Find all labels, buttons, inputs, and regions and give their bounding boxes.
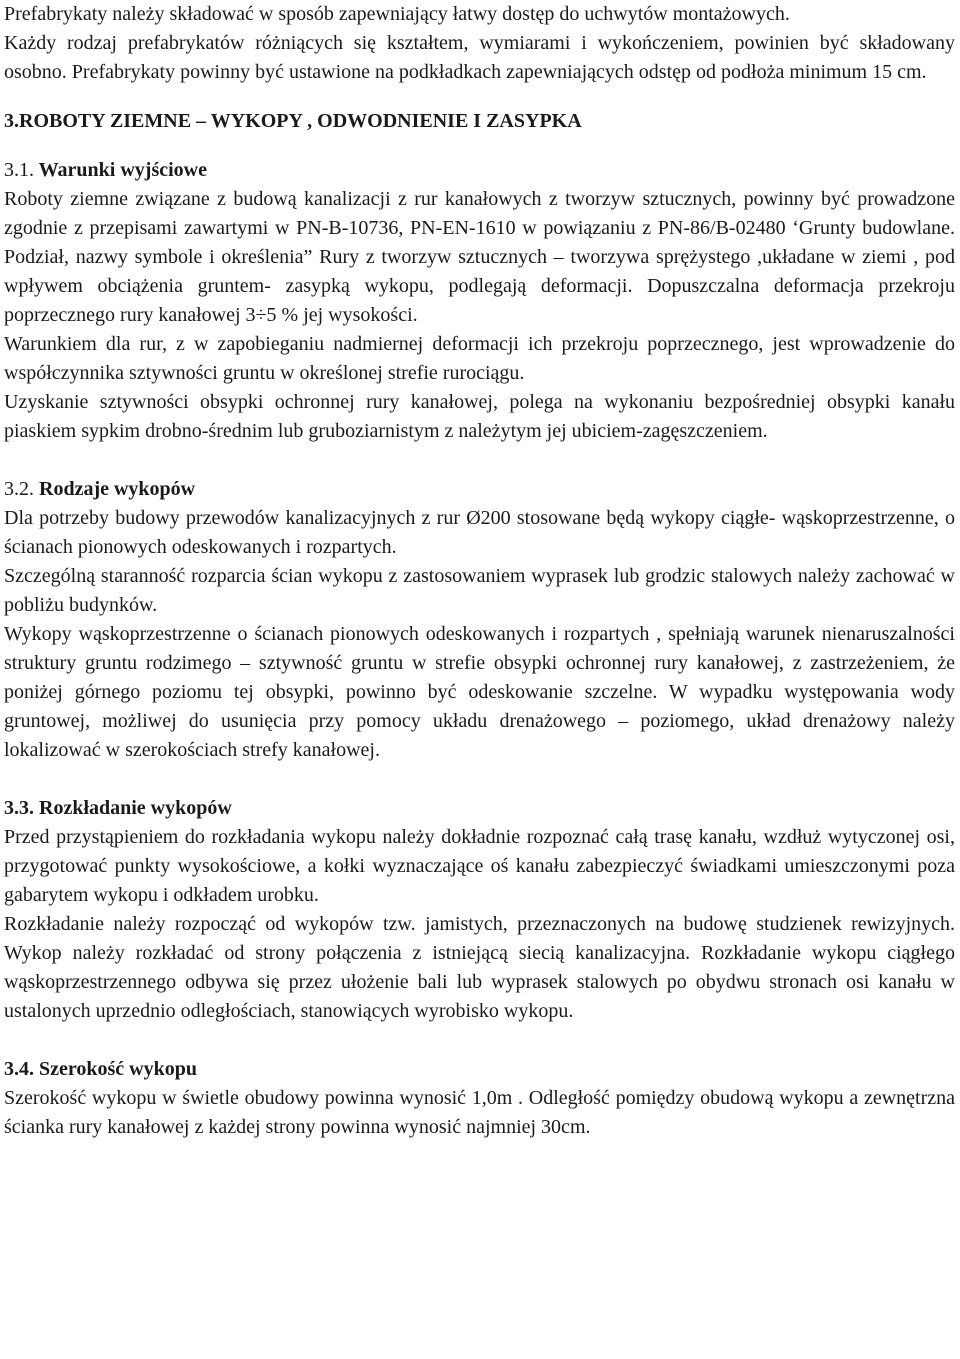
paragraph: Wykopy wąskoprzestrzenne o ścianach pionowych odeskowanych i rozpartych , spełniają warunek nienaruszalności struktury gruntu rodzimego – sztywność gruntu w strefie obsypki ochronnej rury kanałowej, z zastrzeżeniem, że poniżej górnego poziomu tej obsypki, powinno być odeskowanie szczelne. W wypadku występowania wody gruntowej, możliwej do usunięcia przy pomocy układu drenażowego – poziomego, układ drenażowy należy lokalizować w szerokościach strefy kanałowej. — [4, 623, 955, 761]
intro-paragraph-2: Każdy rodzaj prefabrykatów różniących się kształtem, wymiarami i wykończeniem, powinien być składowany osobno. Prefabrykaty powinny być ustawione na podkładkach zapewniających odstęp od podłoża minimum 15 cm. — [4, 32, 955, 83]
subsection-title: Warunki wyjściowe — [34, 159, 207, 181]
subsection-title: Szerokość wykopu — [34, 1058, 197, 1080]
subsection-number: 3.1. — [4, 159, 34, 181]
subsection-heading-3-3 — [4, 794, 955, 823]
subsection-heading-3-1 — [4, 156, 955, 185]
paragraph: Uzyskanie sztywności obsypki ochronnej rury kanałowej, polega na wykonaniu bezpośredniej obsypki kanału piaskiem sypkim drobno-średnim lub gruboziarnistym z należytym jej ubiciem-zagęszczeniem. — [4, 391, 955, 442]
paragraph: Roboty ziemne związane z budową kanalizacji z rur kanałowych z tworzyw sztucznych, powinny być prowadzone zgodnie z przepisami zawartymi w PN-B-10736, PN-EN-1610 w powiązaniu z PN-86/B-02480 ‘Grunty budowlane. Podział, nazwy symbole i określenia” Rury z tworzyw sztucznych – tworzywa sprężystego ,układane w ziemi , pod wpływem obciążenia gruntem- zasypką wykopu, podlegają deformacji. Dopuszczalna deformacja przekroju poprzecznego rury kanałowej 3÷5 % jej wysokości. — [4, 188, 955, 326]
paragraph: Przed przystąpieniem do rozkładania wykopu należy dokładnie rozpoznać całą trasę kanału, wzdłuż wytyczonej osi, przygotować punkty wysokościowe, a kołki wyznaczające oś kanału zabezpieczyć świadkami umieszczonymi poza gabarytem wykopu i odkładem urobku. — [4, 826, 955, 906]
subsection-title: Rodzaje wykopów — [34, 478, 196, 500]
paragraph: Warunkiem dla rur, z w zapobieganiu nadmiernej deformacji ich przekroju poprzecznego, jest wprowadzenie do współczynnika sztywności gruntu w określonej strefie rurociągu. — [4, 333, 955, 384]
paragraph: Rozkładanie należy rozpocząć od wykopów tzw. jamistych, przeznaczonych na budowę studzienek rewizyjnych. Wykop należy rozkładać od strony połączenia z istniejącą siecią kanalizacyjna. Rozkładanie wykopu ciągłego wąskoprzestrzennego odbywa się przez ułożenie bali lub wyprasek stalowych po obydwu stronach osi kanału w ustalonych uprzednio odległościach, stanowiących wyrobisko wykopu. — [4, 913, 955, 1022]
subsection-number: 3.2. — [4, 478, 34, 500]
subsection-number: 3.4. — [4, 1058, 34, 1080]
subsection-number: 3.3. — [4, 797, 34, 819]
paragraph: Dla potrzeby budowy przewodów kanalizacyjnych z rur Ø200 stosowane będą wykopy ciągłe- wąskoprzestrzenne, o ścianach pionowych odeskowanych i rozpartych. — [4, 507, 955, 558]
subsection-title: Rozkładanie wykopów — [34, 797, 232, 819]
paragraph: Szerokość wykopu w świetle obudowy powinna wynosić 1,0m . Odległość pomiędzy obudową wykopu a zewnętrzna ścianka rury kanałowej z każdej strony powinna wynosić najmniej 30cm. — [4, 1087, 955, 1138]
section-heading: 3.ROBOTY ZIEMNE – WYKOPY , ODWODNIENIE I ZASYPKA — [4, 110, 582, 132]
paragraph: Szczególną staranność rozparcia ścian wykopu z zastosowaniem wyprasek lub grodzic stalowych należy zachować w pobliżu budynków. — [4, 565, 955, 616]
subsection-heading-3-4 — [4, 1055, 955, 1084]
intro-paragraph-1: Prefabrykaty należy składować w sposób zapewniający łatwy dostęp do uchwytów montażowych. — [4, 3, 790, 25]
subsection-heading-3-2 — [4, 475, 955, 504]
